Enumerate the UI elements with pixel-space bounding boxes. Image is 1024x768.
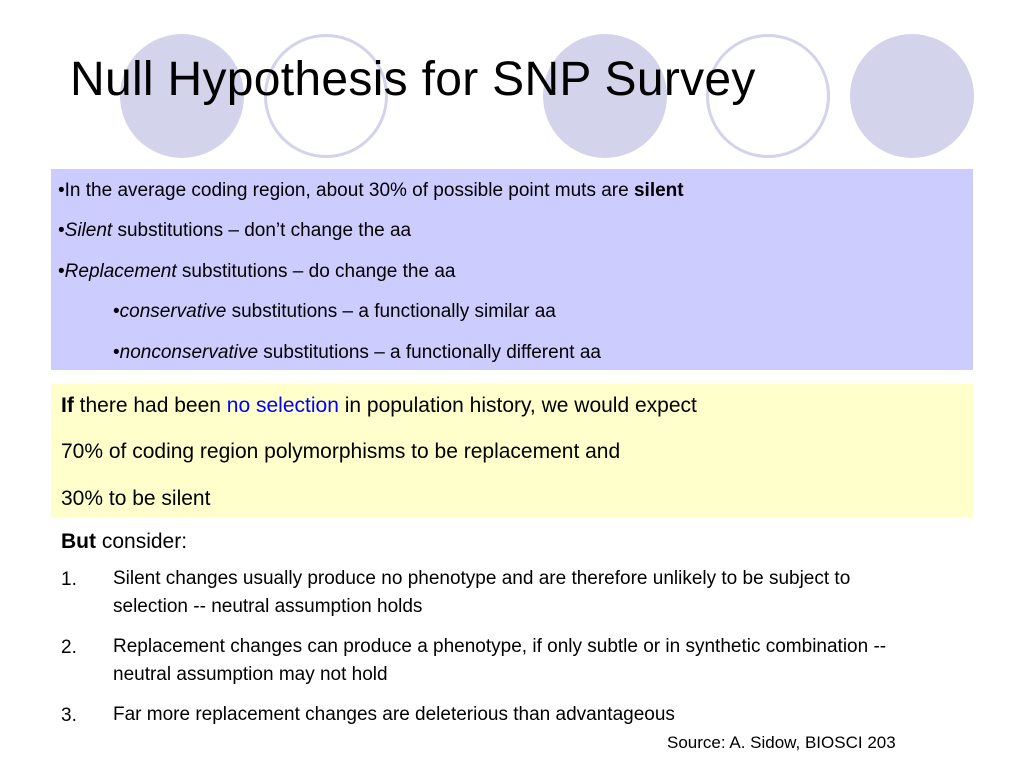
definitions-box: [51, 169, 973, 370]
list-number: 1.: [61, 569, 77, 590]
source-citation: Source: A. Sidow, BIOSCI 203: [667, 733, 896, 752]
list-item-text: Replacement changes can produce a phenotype, if only subtle or in synthetic combination -- neutral assumption may not hold: [113, 636, 887, 685]
expectation-line-3: 30% to be silent: [61, 487, 211, 510]
slide-title: Null Hypothesis for SNP Survey: [70, 53, 756, 106]
expectation-line-1: If there had been no selection in population history, we would expect: [61, 394, 697, 417]
bullet-replacement-definition: •Replacement substitutions – do change the aa: [58, 261, 456, 282]
list-number: 2.: [61, 637, 77, 658]
bullet-silent-definition: •Silent substitutions – don’t change the aa: [58, 220, 412, 241]
expectation-line-2: 70% of coding region polymorphisms to be replacement and: [61, 440, 621, 463]
bullet-silent-fraction: •In the average coding region, about 30% of possible point muts are silent: [58, 180, 684, 201]
decorative-circle-5: [850, 34, 974, 158]
list-number: 3.: [61, 705, 77, 726]
list-item-text: Silent changes usually produce no phenotype and are therefore unlikely to be subject to selection -- neutral assumption holds: [113, 568, 851, 617]
consider-heading: But consider:: [61, 530, 188, 553]
list-item-text: Far more replacement changes are deleterious than advantageous: [113, 704, 675, 725]
subbullet-nonconservative: •nonconservative substitutions – a functionally different aa: [113, 342, 601, 363]
expectation-box: [51, 384, 973, 517]
subbullet-conservative: •conservative substitutions – a functionally similar aa: [113, 301, 556, 322]
